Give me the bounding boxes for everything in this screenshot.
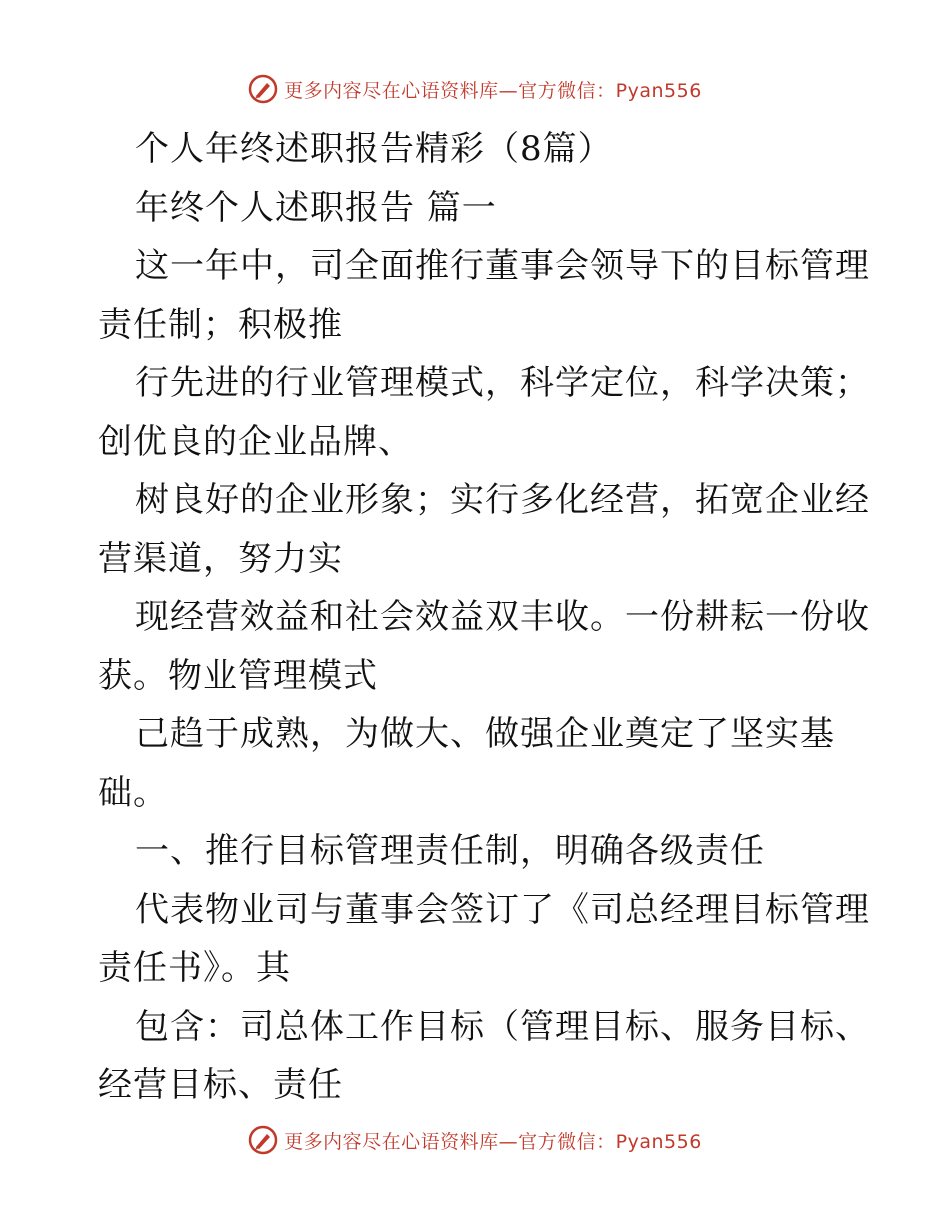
paragraph-line: 行先进的行业管理模式，科学定位，科学决策；: [135, 363, 870, 403]
paragraph-line: 代表物业司与董事会签订了《司总经理目标管理: [135, 889, 870, 930]
paragraph-line: 己趋于成熟，为做大、做强企业奠定了坚实基: [135, 714, 835, 754]
pen-logo-icon: [248, 74, 278, 104]
header-banner: [0, 72, 950, 106]
paragraph-line: 现经营效益和社会效益双丰收。一份耕耘一份收: [135, 597, 870, 637]
paragraph-line: 经营目标、责任: [98, 1065, 343, 1105]
footer-banner: [0, 1123, 950, 1157]
paragraph-line: 责任制；积极推: [98, 304, 343, 345]
header-promo-text: 更多内容尽在心语资料库—官方微信：Pyan556: [284, 79, 702, 102]
paragraph-line: 营渠道，努力实: [98, 538, 343, 579]
subsection-heading: 一、推行目标管理责任制，明确各级责任: [135, 831, 765, 871]
footer-promo-text: 更多内容尽在心语资料库—官方微信：Pyan556: [284, 1130, 702, 1153]
document-body: [98, 120, 870, 1115]
paragraph-line: 这一年中，司全面推行董事会领导下的目标管理: [135, 246, 870, 286]
paragraph-line: 包含：司总体工作目标（管理目标、服务目标、: [135, 1006, 870, 1047]
paragraph-line: 础。: [98, 772, 168, 813]
pen-logo-icon: [248, 1125, 278, 1155]
paragraph-line: 创优良的企业品牌、: [98, 421, 413, 462]
paragraph-line: 获。物业管理模式: [98, 655, 378, 696]
paragraph-line: 责任书》。其: [98, 948, 291, 988]
document-title: 个人年终述职报告精彩（8篇）: [135, 129, 613, 169]
paragraph-line: 树良好的企业形象；实行多化经营，拓宽企业经: [135, 480, 870, 520]
section-heading: 年终个人述职报告 篇一: [135, 187, 497, 228]
